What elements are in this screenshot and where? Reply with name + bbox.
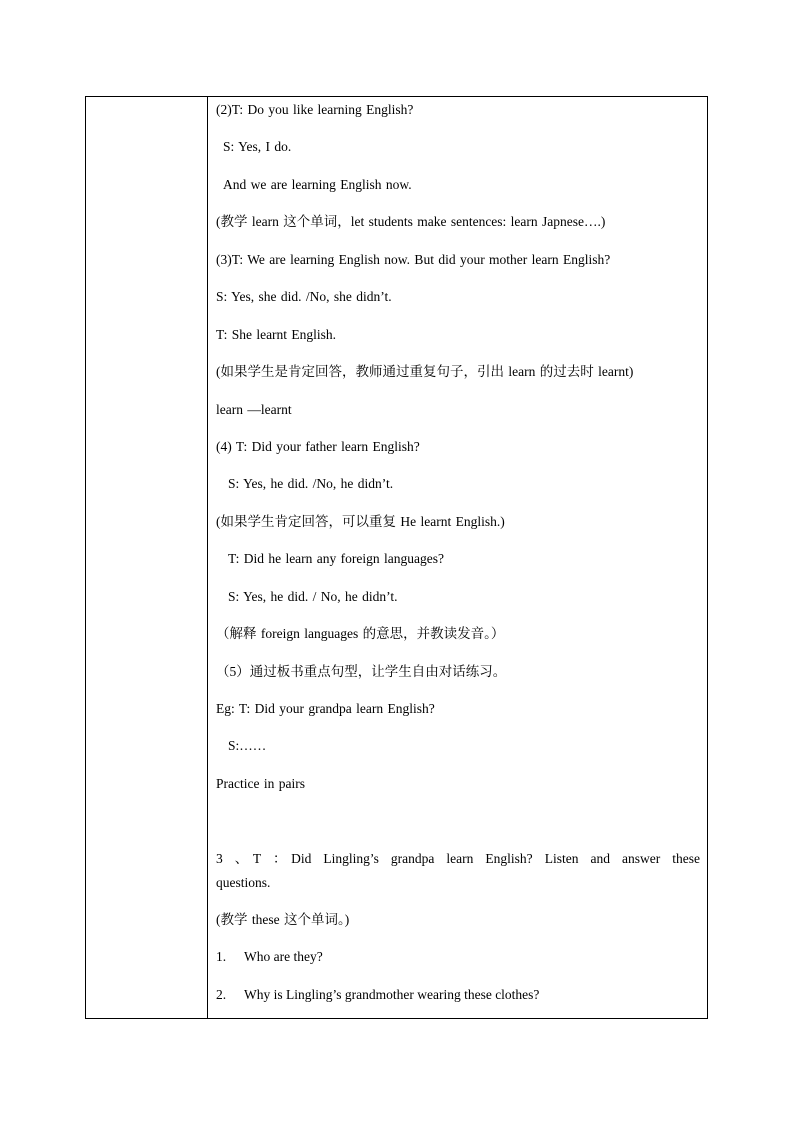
- text-line: And we are learning English now.: [223, 177, 412, 192]
- text-line: (教学 these 这个单词。): [216, 912, 350, 927]
- text-line: Eg: T: Did your grandpa learn English?: [216, 701, 435, 716]
- text-line: (2)T: Do you like learning English?: [216, 102, 414, 117]
- lesson-table: [85, 96, 708, 1019]
- text-line: S: Yes, she did. /No, she didn’t.: [216, 289, 392, 304]
- question-number: 2.: [216, 987, 227, 1002]
- question-item: [216, 987, 539, 1003]
- text-line: Practice in pairs: [216, 776, 305, 791]
- text-paragraph: 3 、T ：Did Lingling’s grandpa learn English? Listen and answer these questions.: [216, 851, 700, 890]
- text-line: S: Yes, he did. / No, he didn’t.: [228, 589, 398, 604]
- question-text: Why is Lingling’s grandmother wearing these clothes?: [244, 987, 540, 1002]
- text-line: (如果学生是肯定回答，教师通过重复句子，引出 learn 的过去时 learnt): [216, 364, 634, 379]
- question-text: Who are they?: [244, 949, 323, 964]
- text-line: (3)T: We are learning English now. But did your mother learn English?: [216, 252, 611, 267]
- text-line: S: Yes, I do.: [223, 139, 292, 154]
- question-number: 1.: [216, 949, 227, 964]
- text-line: T: She learnt English.: [216, 327, 337, 342]
- question-item: [216, 949, 323, 965]
- text-line: (如果学生肯定回答，可以重复 He learnt English.): [216, 514, 505, 529]
- text-line: （5）通过板书重点句型，让学生自由对话练习。: [216, 664, 507, 679]
- right-column-cell: [208, 97, 707, 1018]
- text-line: S: Yes, he did. /No, he didn’t.: [228, 476, 394, 491]
- text-line: S:……: [228, 738, 267, 753]
- left-column-cell: [86, 97, 207, 1018]
- text-line: （解释 foreign languages 的意思，并教读发音。）: [216, 626, 505, 641]
- text-line: (4) T: Did your father learn English?: [216, 439, 420, 454]
- text-line: T: Did he learn any foreign languages?: [228, 551, 444, 566]
- text-line: learn —learnt: [216, 402, 292, 417]
- text-line: (教学 learn 这个单词，let students make sentences: learn Japnese….): [216, 214, 606, 229]
